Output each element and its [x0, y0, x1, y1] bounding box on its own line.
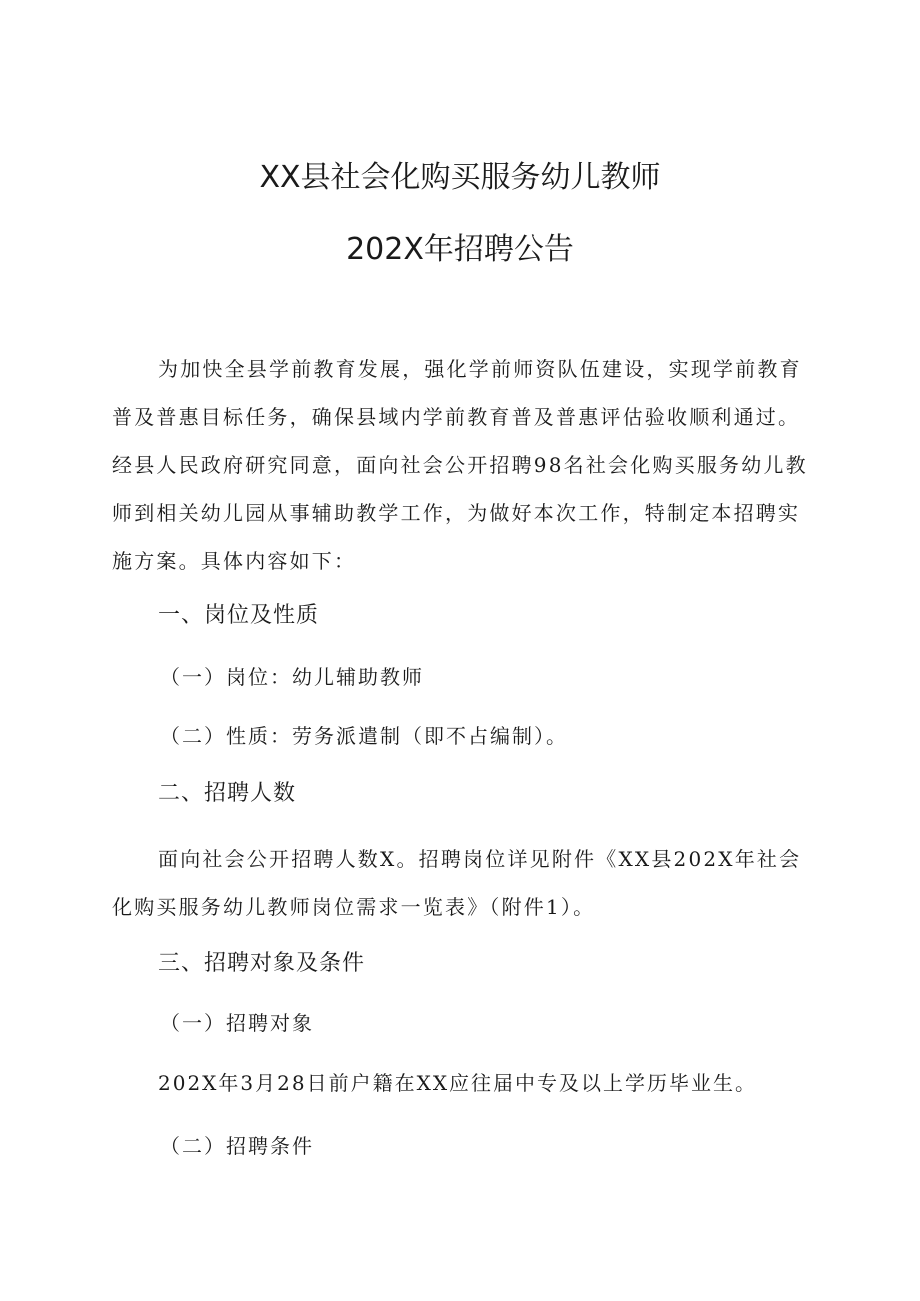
intro-paragraph: 为加快全县学前教育发展，强化学前师资队伍建设，实现学前教育普及普惠目标任务，确保县域内学前教育普及普惠评估验收顺利通过。经县人民政府研究同意，面向社会公开招聘98名社会化购买服务幼儿教师到相关幼儿园从事辅助教学工作，为做好本次工作，特制定本招聘实施方案。具体内容如下：: [112, 357, 808, 573]
document-title-line-2: 202X年招聘公告: [346, 232, 574, 267]
section-2-heading: 二、招聘人数: [158, 781, 297, 806]
document-title-line-1: XX县社会化购买服务幼儿教师: [259, 160, 661, 195]
section-1-heading: 一、岗位及性质: [158, 603, 320, 628]
section-2-paragraph: 面向社会公开招聘人数X。招聘岗位详见附件《XX县202X年社会化购买服务幼儿教师岗位需求一览表》（附件1）。: [112, 847, 802, 919]
section-3-subheading-conditions: （二）招聘条件: [160, 1134, 314, 1158]
section-3-target-paragraph: 202X年3月28日前户籍在XX应往届中专及以上学历毕业生。: [158, 1071, 758, 1095]
section-1-item-position: （一）岗位：幼儿辅助教师: [160, 665, 424, 689]
section-3-heading: 三、招聘对象及条件: [158, 951, 366, 976]
section-1-item-nature: （二）性质：劳务派遣制（即不占编制）。: [160, 724, 568, 748]
section-3-subheading-target: （一）招聘对象: [160, 1011, 314, 1035]
